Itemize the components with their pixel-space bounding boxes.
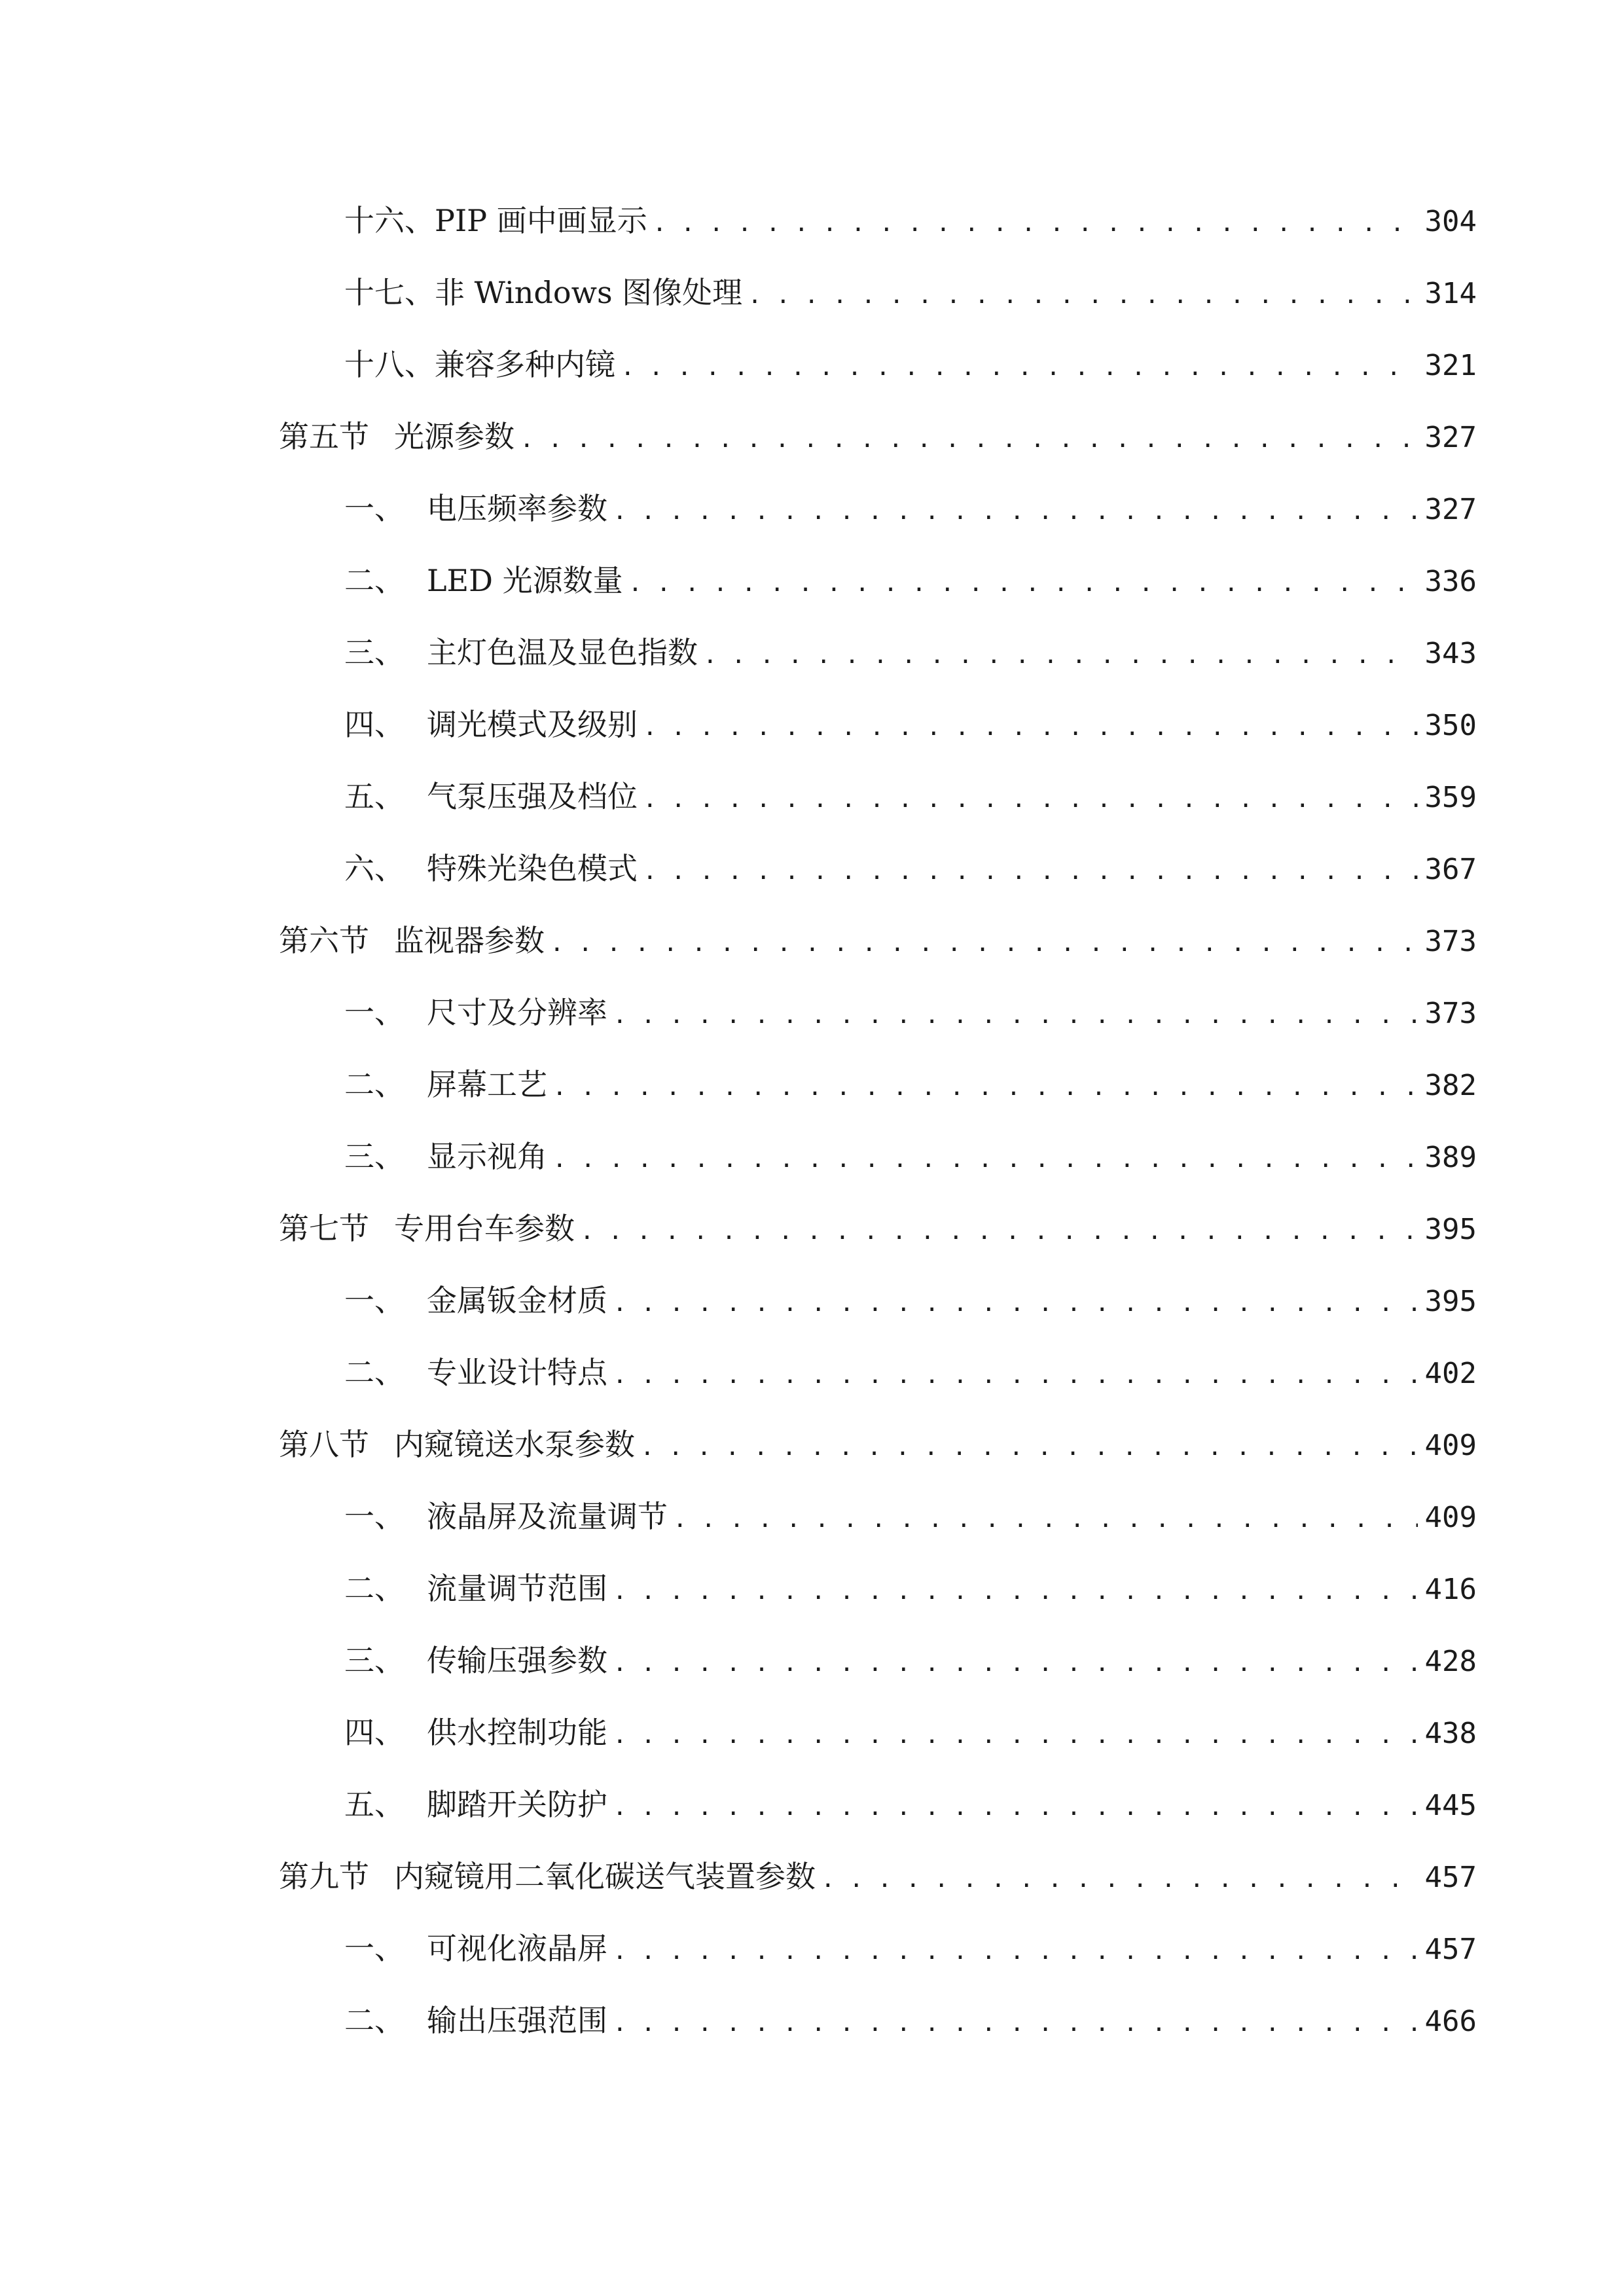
toc-entry-page: 327 [1424,421,1477,454]
toc-entry[interactable] [279,767,1477,839]
toc-entry[interactable] [279,479,1477,551]
toc-dot-leader [643,839,1418,901]
toc-entry-title: 监视器参数 [394,923,545,958]
toc-dot-leader [552,1127,1418,1189]
toc-entry-number: 一、 [344,1499,405,1534]
toc-dot-leader [613,1775,1418,1837]
toc-dot-leader [621,335,1418,397]
toc-entry-page: 457 [1424,1933,1477,1966]
toc-entry-page: 382 [1424,1069,1477,1102]
toc-section-entry[interactable] [279,1415,1477,1487]
toc-entry[interactable] [279,263,1477,335]
toc-dot-leader [821,1847,1418,1909]
toc-entry-page: 373 [1424,997,1477,1030]
toc-entry-number: 十七、 [344,275,435,310]
toc-dot-leader [613,479,1418,541]
toc-entry-title: 专用台车参数 [394,1211,575,1246]
toc-entry[interactable] [279,695,1477,767]
toc-entry-title: 内窥镜用二氧化碳送气装置参数 [394,1859,816,1894]
toc-entry-title: 脚踏开关防护 [427,1787,607,1822]
toc-dot-leader [643,695,1418,757]
toc-entry-number: 一、 [344,1931,405,1966]
toc-entry-page: 373 [1424,925,1477,958]
toc-entry-title: 光源参数 [394,419,514,454]
toc-entry-page: 327 [1424,493,1477,526]
toc-dot-leader [613,1631,1418,1693]
toc-entry-page: 350 [1424,709,1477,742]
toc-entry[interactable] [279,839,1477,911]
toc-entry[interactable] [279,1991,1477,2063]
toc-entry-number: 四、 [344,1715,405,1750]
toc-entry-title: 金属钣金材质 [427,1283,607,1318]
toc-entry-number: 十六、 [344,203,435,238]
toc-entry-page: 314 [1424,277,1477,310]
toc-entry-number: 五、 [344,779,405,814]
toc-dot-leader [550,911,1418,973]
toc-entry[interactable] [279,1127,1477,1199]
toc-section-entry[interactable] [279,1199,1477,1271]
toc-entry-title: PIP 画中画显示 [435,203,647,238]
toc-entry[interactable] [279,623,1477,695]
toc-entry-page: 343 [1424,637,1477,670]
toc-dot-leader [613,1991,1418,2053]
toc-entry-page: 395 [1424,1285,1477,1318]
toc-dot-leader [673,1487,1418,1549]
toc-entry-page: 402 [1424,1357,1477,1390]
toc-entry-page: 304 [1424,205,1477,238]
toc-entry-page: 409 [1424,1429,1477,1462]
toc-dot-leader [640,1415,1418,1477]
toc-entry-page: 409 [1424,1501,1477,1534]
toc-entry-number: 六、 [344,851,405,886]
toc-entry-number: 一、 [344,1283,405,1318]
toc-dot-leader [580,1199,1418,1261]
toc-dot-leader [643,767,1418,829]
toc-entry-number: 二、 [344,2003,405,2038]
toc-entry-number: 第五节 [279,419,369,454]
toc-dot-leader [552,1055,1418,1117]
toc-dot-leader [613,1703,1418,1765]
toc-entry[interactable] [279,191,1477,263]
toc-entry[interactable] [279,1631,1477,1703]
toc-entry-title: 气泵压强及档位 [427,779,638,814]
toc-entry-title: 专业设计特点 [427,1355,607,1390]
toc-dot-leader [520,407,1418,469]
toc-entry[interactable] [279,1055,1477,1127]
toc-entry-title: 调光模式及级别 [427,707,638,742]
toc-entry[interactable] [279,1271,1477,1343]
toc-entry[interactable] [279,1343,1477,1415]
toc-entry-page: 466 [1424,2005,1477,2038]
toc-entry-page: 321 [1424,349,1477,382]
toc-entry-number: 二、 [344,1355,405,1390]
toc-entry-number: 第七节 [279,1211,369,1246]
toc-entry-title: 尺寸及分辨率 [427,995,607,1030]
toc-entry-title: 可视化液晶屏 [427,1931,607,1966]
toc-entry-title: 流量调节范围 [427,1571,607,1606]
toc-entry-number: 第六节 [279,923,369,958]
toc-entry-title: 特殊光染色模式 [427,851,638,886]
toc-entry-page: 445 [1424,1789,1477,1822]
toc-entry-title: 供水控制功能 [427,1715,607,1750]
toc-entry-title: 电压频率参数 [427,491,607,526]
toc-entry[interactable] [279,335,1477,407]
toc-entry-number: 十八、 [344,347,435,382]
toc-entry[interactable] [279,1775,1477,1847]
toc-entry-page: 416 [1424,1573,1477,1606]
toc-entry[interactable] [279,1919,1477,1991]
toc-section-entry[interactable] [279,1847,1477,1919]
toc-entry-number: 五、 [344,1787,405,1822]
toc-entry-title: LED 光源数量 [427,563,623,598]
toc-dot-leader [613,1343,1418,1405]
toc-entry-number: 四、 [344,707,405,742]
toc-section-entry[interactable] [279,911,1477,983]
toc-dot-leader [703,623,1418,685]
toc-dot-leader [653,191,1418,253]
toc-entry-title: 内窥镜送水泵参数 [394,1427,635,1462]
toc-dot-leader [748,263,1418,325]
toc-entry-page: 389 [1424,1141,1477,1174]
toc-entry-number: 二、 [344,563,405,598]
toc-dot-leader [613,1271,1418,1333]
toc-entry-page: 395 [1424,1213,1477,1246]
toc-entry-number: 第八节 [279,1427,369,1462]
toc-entry-title: 传输压强参数 [427,1643,607,1678]
toc-entry-title: 非 Windows 图像处理 [435,275,743,310]
toc-entry-page: 367 [1424,853,1477,886]
toc-entry[interactable] [279,1703,1477,1775]
toc-dot-leader [628,551,1418,613]
toc-entry-title: 输出压强范围 [427,2003,607,2038]
toc-entry-page: 438 [1424,1717,1477,1750]
toc-entry-page: 428 [1424,1645,1477,1678]
toc-entry-number: 第九节 [279,1859,369,1894]
toc-entry-number: 二、 [344,1067,405,1102]
toc-section-entry[interactable] [279,407,1477,479]
toc-entry[interactable] [279,551,1477,623]
toc-entry-number: 二、 [344,1571,405,1606]
toc-entry-page: 457 [1424,1861,1477,1894]
toc-entry-number: 一、 [344,995,405,1030]
toc-dot-leader [613,1919,1418,1981]
toc-entry-number: 三、 [344,635,405,670]
toc-entry-number: 一、 [344,491,405,526]
toc-entry-title: 屏幕工艺 [427,1067,547,1102]
toc-entry-title: 兼容多种内镜 [435,347,615,382]
toc-entry-title: 显示视角 [427,1139,547,1174]
toc-dot-leader [613,1559,1418,1621]
toc-entry[interactable] [279,1559,1477,1631]
toc-entry-page: 359 [1424,781,1477,814]
toc-entry-number: 三、 [344,1643,405,1678]
toc-entry[interactable] [279,1487,1477,1559]
toc-entry-title: 主灯色温及显色指数 [427,635,698,670]
toc-entry-page: 336 [1424,565,1477,598]
toc-entry[interactable] [279,983,1477,1055]
table-of-contents [279,191,1477,2063]
toc-entry-title: 液晶屏及流量调节 [427,1499,668,1534]
toc-entry-number: 三、 [344,1139,405,1174]
toc-dot-leader [613,983,1418,1045]
